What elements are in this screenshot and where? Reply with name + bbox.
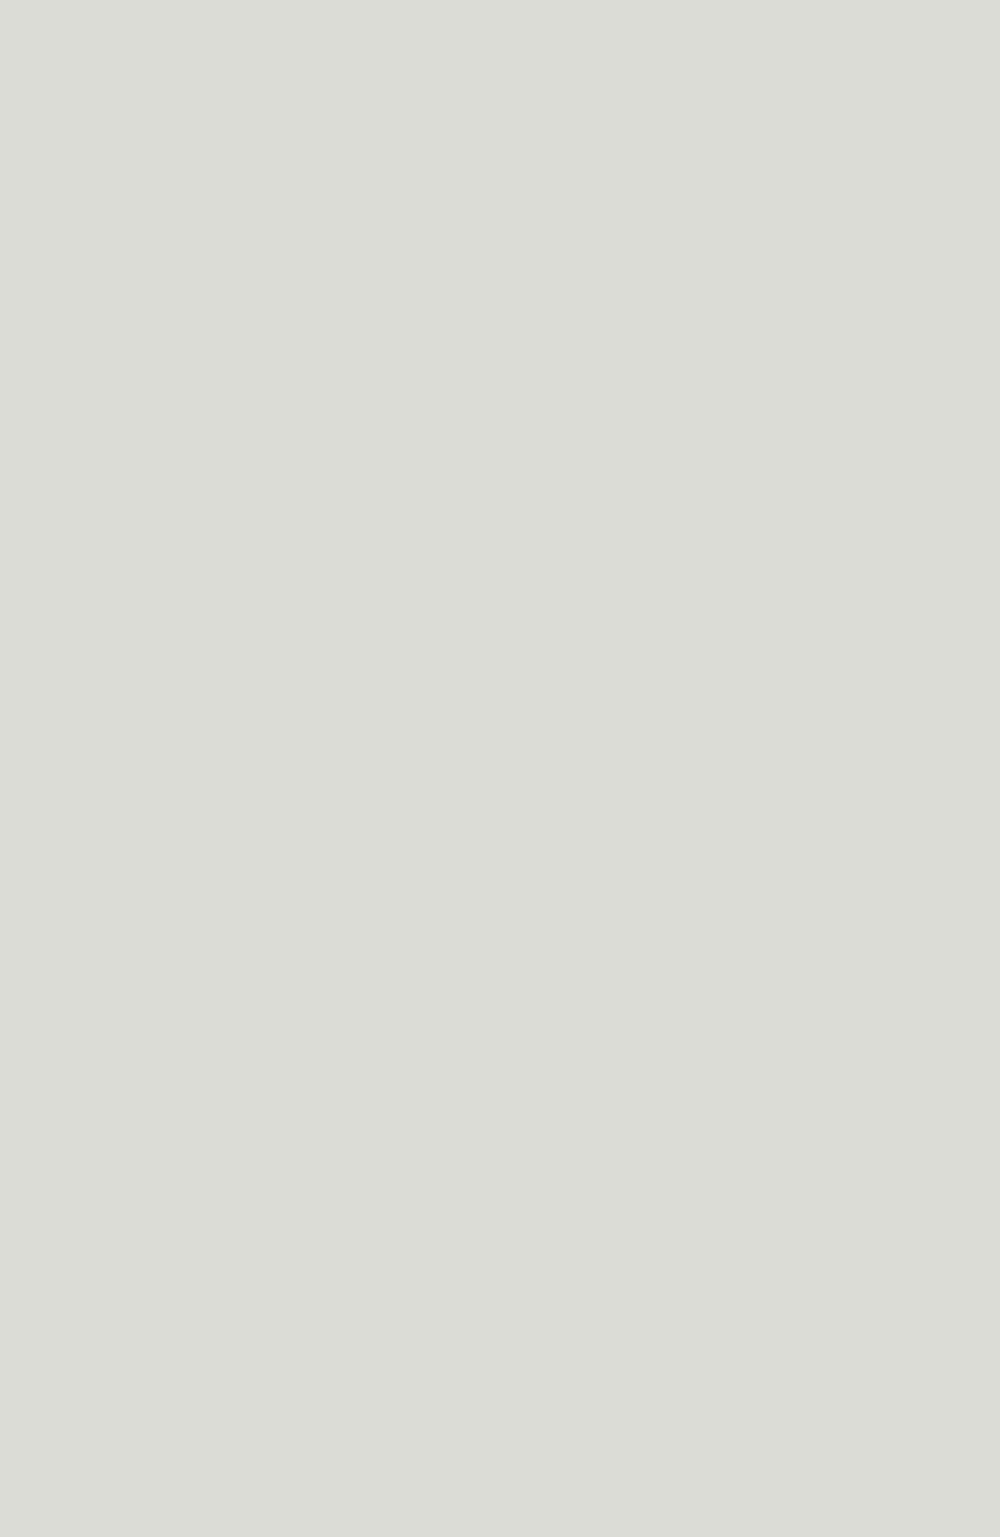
running-head — [78, 86, 894, 116]
